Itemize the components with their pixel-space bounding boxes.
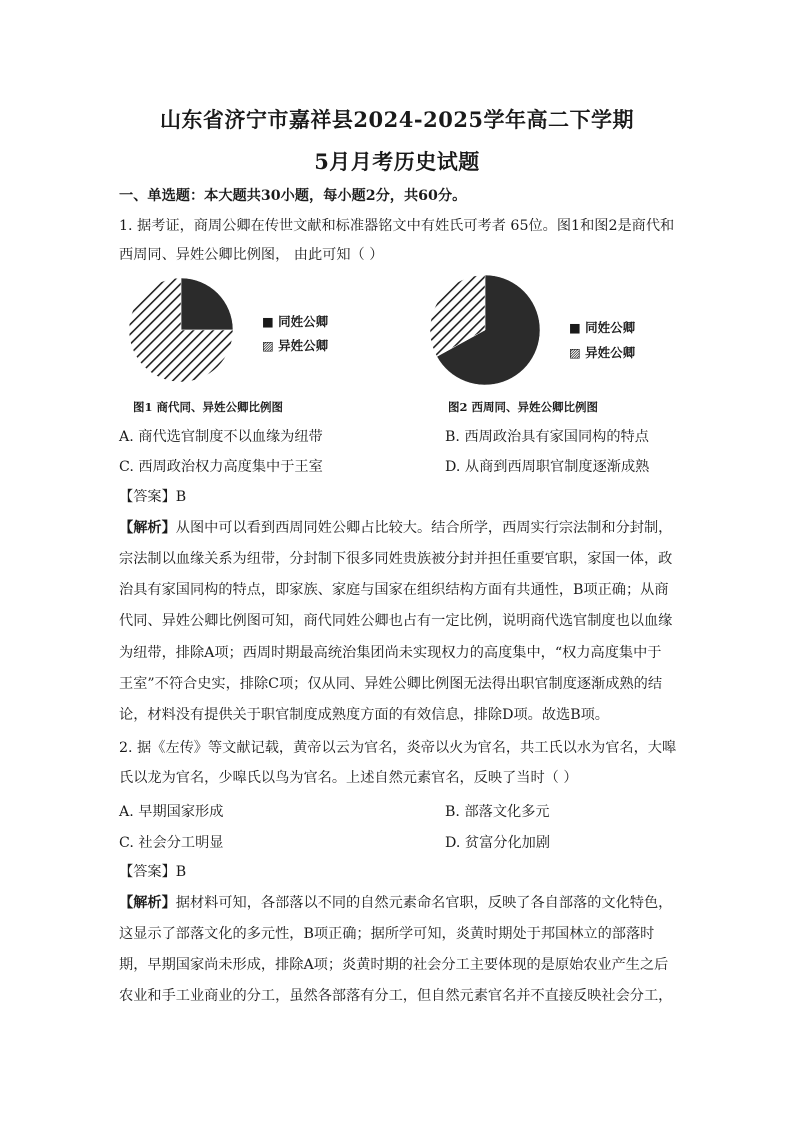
q1-analysis-line5: 为纽带，排除A项；西周时期最高统治集团尚未实现权力的高度集中，“权力高度集中于 <box>119 645 662 661</box>
chart2-legend-same: ■ 同姓公卿 <box>569 320 636 335</box>
q2-stem-line1: 2. 据《左传》等文献记载，黄帝以云为官名，炎帝以火为官名，共工氏以水为官名，大嗥 <box>119 740 677 756</box>
q1-option-b: B. 西周政治具有家国同构的特点 <box>445 429 649 445</box>
q2-option-c: C. 社会分工明显 <box>119 835 224 851</box>
q1-option-a: A. 商代选官制度不以血缘为纽带 <box>119 429 323 445</box>
chart1-slice-same-surname <box>181 278 233 330</box>
chart1-legend-diff: ▨ 异姓公卿 <box>262 338 329 353</box>
chart2-caption: 图2 西周同、异姓公卿比例图 <box>448 400 599 414</box>
q2-stem-line2: 氏以龙为官名，少嗥氏以鸟为官名。上述自然元素官名，反映了当时（ ） <box>119 770 578 786</box>
q1-charts <box>119 275 679 420</box>
legend-hatch-swatch-icon: ▨ <box>569 345 581 360</box>
q1-analysis-line3: 治具有家国同构的特点，即家族、家庭与国家在组织结构方面有共通性，B项正确；从商 <box>119 582 669 598</box>
q2-analysis-line4: 农业和手工业商业的分工，虽然各部落有分工，但自然元素官名并不直接反映社会分工， <box>119 988 673 1004</box>
q1-stem-line2: 西周同、异姓公卿比例图， 由此可知（ ） <box>119 247 384 263</box>
q1-answer: 【答案】B <box>119 489 187 505</box>
q1-analysis-line1: 【解析】从图中可以看到西周同姓公卿占比较大。结合所学，西周实行宗法制和分封制， <box>119 520 673 536</box>
chart1-legend-same: ■ 同姓公卿 <box>262 314 329 329</box>
q2-analysis-line2: 这显示了部落文化的多元性，B项正确；据所学可知，炎黄时期处于邦国林立的部落时 <box>119 926 655 942</box>
q1-stem-line1: 1. 据考证，商周公卿在传世文献和标准器铭文中有姓氏可考者 65位。图1和图2是商代和 <box>119 218 675 234</box>
q1-option-d: D. 从商到西周职官制度逐渐成熟 <box>445 459 650 475</box>
q1-option-c: C. 西周政治权力高度集中于王室 <box>119 459 323 475</box>
q2-option-a: A. 早期国家形成 <box>119 804 224 820</box>
q2-option-b: B. 部落文化多元 <box>445 804 550 820</box>
section-heading: 一、单选题：本大题共30小题，每小题2分，共60分。 <box>119 188 467 204</box>
q1-analysis-line7: 论，材料没有提供关于职官制度成熟度方面的有效信息，排除D项。故选B项。 <box>119 707 609 723</box>
page-subtitle: 5月月考历史试题 <box>314 149 480 174</box>
q2-analysis-line1: 【解析】据材料可知，各部落以不同的自然元素命名官职，反映了各自部落的文化特色， <box>119 895 673 911</box>
page-title: 山东省济宁市嘉祥县2024-2025学年高二下学期 <box>159 107 635 132</box>
legend-solid-swatch-icon: ■ <box>262 314 274 329</box>
q2-option-d: D. 贫富分化加剧 <box>445 835 551 851</box>
q2-answer: 【答案】B <box>119 864 187 880</box>
legend-hatch-swatch-icon: ▨ <box>262 338 274 353</box>
q1-analysis-line4: 代同、异姓公卿比例图可知，商代同姓公卿也占有一定比例，说明商代选官制度也以血缘 <box>119 613 673 629</box>
q1-analysis-line2: 宗法制以血缘关系为纽带，分封制下很多同姓贵族被分封并担任重要官职，家国一体，政 <box>119 551 673 567</box>
chart1-caption: 图1 商代同、异姓公卿比例图 <box>133 400 284 414</box>
legend-solid-swatch-icon: ■ <box>569 320 581 335</box>
chart2-legend-diff: ▨ 异姓公卿 <box>569 345 636 360</box>
q2-analysis-line3: 期，早期国家尚未形成，排除A项；炎黄时期的社会分工主要体现的是原始农业产生之后 <box>119 957 669 973</box>
q1-analysis-line6: 王室”不符合史实，排除C项；仅从同、异姓公卿比例图无法得出职官制度逐渐成熟的结 <box>119 676 663 692</box>
